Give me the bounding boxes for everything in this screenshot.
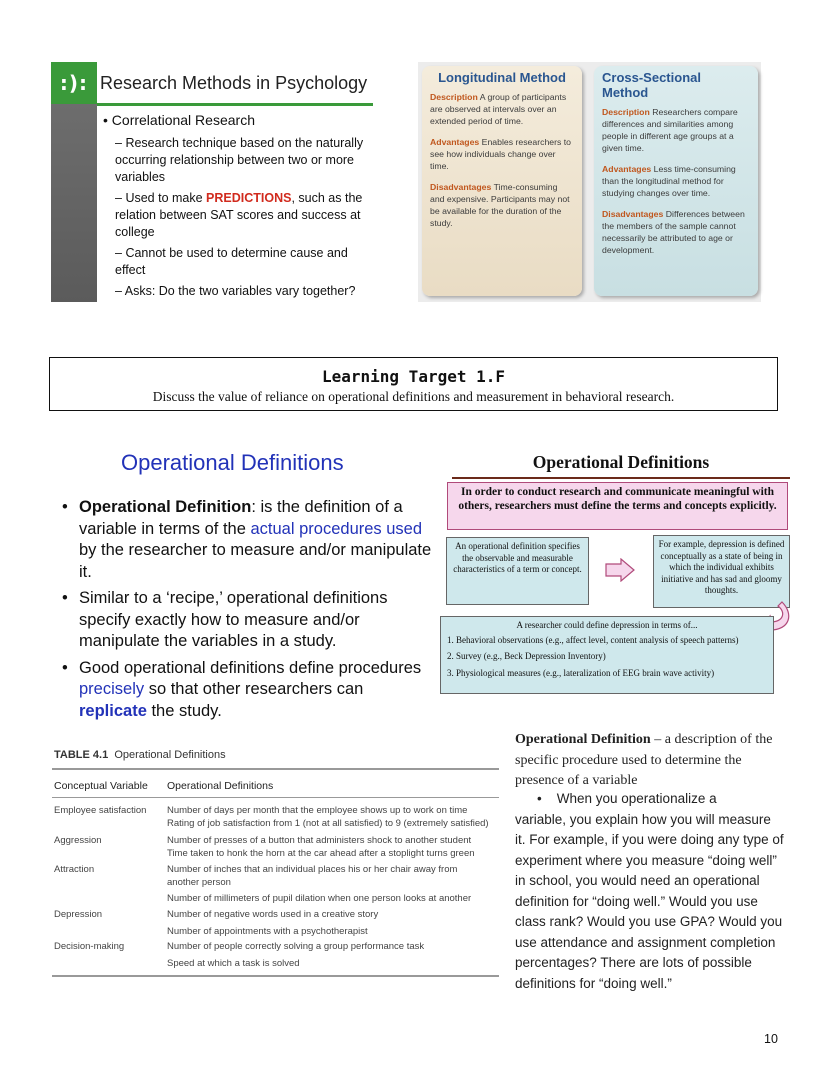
slide-title-rule (97, 103, 373, 106)
para-body: variable, you explain how you will measure it. For example, if you were doing any type of experiment where you measure “doing well” in school, you would need an operational definition for “doing well.” Would you use class rank? Would you use GPA? Would you use attendance and assignment completion percentages? There are lots of possible definitions for “doing well.” (515, 811, 784, 991)
table-cell-variable: Aggression (54, 835, 102, 846)
arrow-right-icon (605, 558, 635, 582)
cross-sectional-disadvantages: Disadvantages Differences between the members of the sample cannot necessarily be attributed to age or development. (602, 209, 745, 255)
definition-text: Operational Definition – a description of the specific procedure used to determine the presence of a variable (515, 732, 773, 788)
sub-bullet-text: Asks: Do the two variables vary together? (124, 284, 356, 298)
learning-target-box (49, 357, 778, 411)
diagram-example-box: For example, depression is defined conceptually as a state of being in which the individual exhibits initiative and has sad and gloomy thoughts. (653, 535, 790, 608)
methods-comparison (418, 62, 761, 302)
cross-sectional-advantages: Advantages Less time-consuming than the longitudinal method for studying changes over time. (602, 164, 736, 198)
table-cell-definition: Number of negative words used in a creative story Number of appointments with a psychotherapist (167, 909, 379, 937)
learning-target-description: Discuss the value of reliance on operational definitions and measurement in behavioral research. (152, 389, 675, 404)
table-cell-variable: Employee satisfaction (54, 805, 147, 816)
cross-sectional-panel (594, 66, 758, 296)
sub-bullet: – Research technique based on the naturally occurring relationship between two or more variables (115, 136, 364, 184)
table-rule (52, 797, 499, 798)
slide-sidebar (51, 104, 97, 302)
learning-target-title: Learning Target 1.F (321, 367, 506, 386)
table-cell-variable: Attraction (54, 864, 95, 875)
diagram-measures-box (440, 616, 774, 694)
table-header: Conceptual Variable (54, 780, 148, 792)
slide-logo: :): (51, 62, 97, 104)
table-cell-variable: Decision-making (54, 941, 125, 952)
table-rule (52, 768, 499, 770)
measures-heading: A researcher could define depression in terms of... (516, 620, 698, 630)
od-bullet: • Operational Definition: is the definition of a variable in terms of the actual procedures used by the researcher to measure and/or manipulate it. (62, 498, 432, 581)
table-cell-variable: Depression (54, 909, 103, 920)
od-bullet-list (62, 497, 432, 727)
sub-bullet-text: Used to make (125, 191, 203, 205)
od-slide-title: Operational Definitions (121, 450, 344, 475)
measure-item: 1. Behavioral observations (e.g., affect level, content analysis of speech patterns) (447, 634, 739, 645)
table-rule (52, 975, 499, 977)
sub-bullet: – Cannot be used to determine cause and effect (115, 246, 348, 277)
sub-bullet: – Asks: Do the two variables vary together? (115, 284, 356, 298)
longitudinal-panel (422, 66, 582, 296)
longitudinal-description: Description A group of participants are observed at intervals over an extended period of time. (430, 92, 567, 126)
diagram-title: Operational Definitions (532, 452, 710, 472)
para-bullet: • (537, 791, 542, 806)
measure-item: 3. Physiological measures (e.g., lateralization of EEG brain wave activity) (447, 667, 715, 678)
od-bullet: • Similar to a ‘recipe,’ operational definitions specify exactly how to measure and/or manipulate the variables in a study. (62, 589, 388, 650)
cross-sectional-heading: Cross-Sectional Method (602, 70, 701, 100)
sub-bullet-text: Cannot be used to determine cause and effect (115, 246, 348, 277)
diagram-intro-box: In order to conduct research and communicate meaningful with others, researchers must define the terms and concepts explicitly. (447, 482, 788, 530)
predictions-word: PREDICTIONS (206, 191, 292, 205)
page-number: 10 (764, 1032, 778, 1046)
bullet-text: Correlational Research (111, 112, 255, 128)
sub-bullet-text: Research technique based on the naturally occurring relationship between two or more variables (115, 136, 364, 184)
explanation-paragraph (515, 789, 785, 994)
longitudinal-heading: Longitudinal Method (438, 70, 566, 85)
table-cell-definition: Number of presses of a button that administers shock to another student Time taken to honk the horn at the car ahead after a stoplight turns green (167, 835, 475, 859)
slide-title: Research Methods in Psychology (100, 73, 368, 93)
table-header: Operational Definitions (167, 780, 274, 792)
table-cell-definition: Number of people correctly solving a group performance task Speed at which a task is solved (167, 941, 425, 969)
para-first-line: When you operationalize a (556, 791, 717, 806)
cross-sectional-description: Description Researchers compare differences and similarities among people in different age groups at a given time. (602, 107, 738, 153)
sub-bullet: – Used to make PREDICTIONS, such as the relation between SAT scores and success at college (115, 191, 363, 239)
table-cell-definition: Number of days per month that the employee shows up to work on time Rating of job satisfaction from 1 (not at all satisfied) to 9 (extremely satisfied) (167, 805, 489, 829)
measure-item: 2. Survey (e.g., Beck Depression Inventory) (447, 651, 606, 661)
table-cell-definition: Number of inches that an individual places his or her chair away from another person Number of millimeters of pupil dilation when one person looks at another (167, 864, 472, 904)
od-bullet: • Good operational definitions define procedures precisely so that other researchers can replicate the study. (62, 658, 422, 720)
slide-bullet: • Correlational Research (103, 112, 255, 128)
sub-bullet-text: , such as the relation between SAT scores and success at college (115, 191, 363, 239)
diagram-title-rule (452, 477, 790, 479)
longitudinal-advantages: Advantages Enables researchers to see how individuals change over time. (430, 137, 571, 171)
table-caption: TABLE 4.1 Operational Definitions (54, 749, 226, 761)
diagram-definition-box: An operational definition specifies the observable and measurable characteristics of a term or concept. (446, 537, 589, 605)
longitudinal-disadvantages: Disadvantages Time-consuming and expensive. Participants may not be available for the duration of the study. (430, 182, 570, 228)
